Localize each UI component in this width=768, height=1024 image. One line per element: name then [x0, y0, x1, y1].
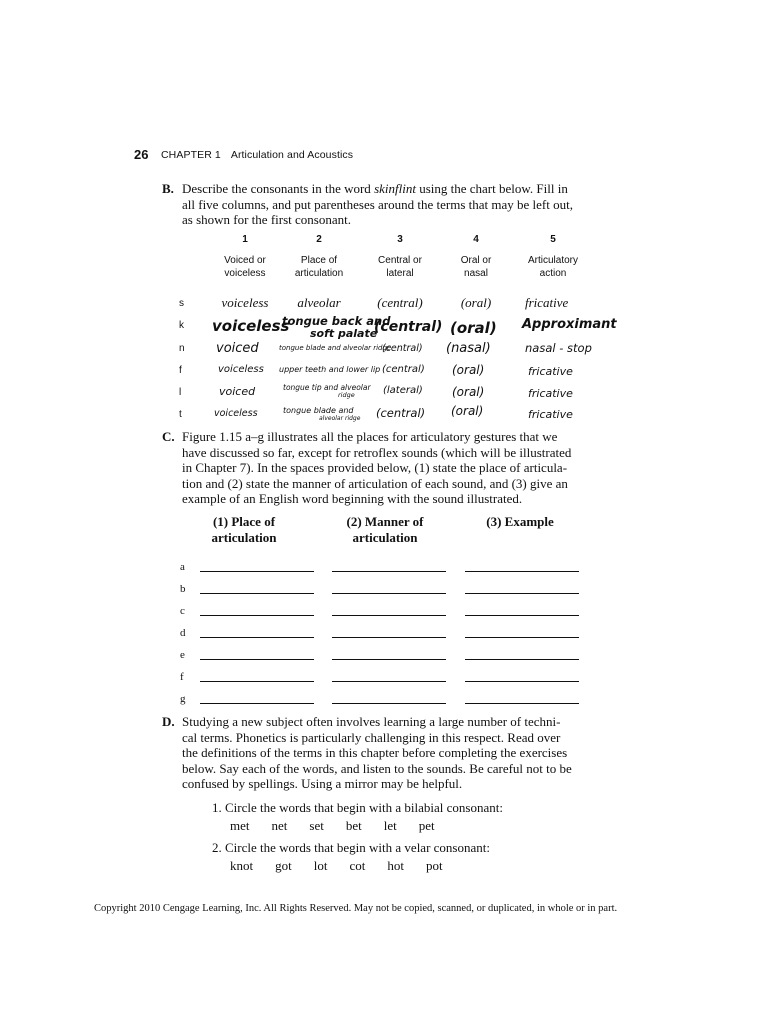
cell-t-oral: (oral) [451, 404, 484, 418]
column-number: 1 [242, 234, 248, 245]
row-label-l: l [179, 387, 182, 398]
cell-k-oral: (oral) [450, 319, 497, 337]
answer-blank-example[interactable] [465, 681, 579, 682]
exercise-item-2 [212, 840, 490, 874]
running-header [161, 149, 353, 161]
section-c-label: C. [162, 429, 175, 444]
word-list [212, 858, 490, 874]
section-d-instructions: D. Studying a new subject often involves learning a large number of techni- cal terms. Phonetics is particularly challenging in this respect. Read over the definitions of the terms in this chapter before completing the exercises below. Say each of the words, and listen to the sounds. Be careful not to be confused by spellings. Using a mirror may be helpful. [162, 714, 572, 792]
answer-blank-example[interactable] [465, 637, 579, 638]
answer-blank-place[interactable] [200, 659, 314, 660]
cell-t-action: fricative [528, 408, 573, 421]
cell-n-oral: (nasal) [446, 341, 491, 356]
cell-k-action: Approximant [522, 317, 617, 332]
word-option[interactable]: got [275, 858, 292, 873]
cell-t-place: tongue blade and alveolar ridge [283, 406, 361, 422]
column-heading-central-lateral: Central or lateral [378, 255, 422, 279]
word-option[interactable]: knot [230, 858, 254, 873]
chapter-title: Articulation and Acoustics [230, 149, 354, 161]
cell-s-central: (central) [377, 295, 423, 310]
cell-n-central: (central) [382, 343, 423, 354]
answer-blank-place[interactable] [200, 571, 314, 572]
word-option[interactable]: cot [349, 858, 366, 873]
word-option[interactable]: net [271, 818, 288, 833]
chapter-number: CHAPTER 1 [161, 149, 221, 161]
answer-blank-example[interactable] [465, 593, 579, 594]
answer-blank-place[interactable] [200, 593, 314, 594]
row-label-f: f [179, 365, 182, 376]
word-option[interactable]: lot [313, 858, 328, 873]
cell-n-place: tongue blade and alveolar ridge [279, 344, 392, 352]
cell-f-oral: (oral) [452, 363, 485, 377]
answer-blank-example[interactable] [465, 659, 579, 660]
row-label-s: s [179, 298, 184, 309]
page-number: 26 [134, 147, 149, 162]
answer-column-heading-manner: (2) Manner of articulation [346, 514, 424, 545]
column-number: 5 [550, 234, 556, 245]
answer-blank-manner[interactable] [332, 615, 446, 616]
answer-column-heading-place: (1) Place of articulation [211, 514, 277, 545]
cell-k-place: tongue back and soft palate [282, 314, 391, 340]
answer-blank-manner[interactable] [332, 681, 446, 682]
exercise-item-1 [212, 800, 503, 834]
section-b-instructions: B. Describe the consonants in the word skinflint using the chart below. Fill in all five columns, and put parentheses around the terms that may be left out, as shown for the first consonant. [162, 181, 573, 228]
cell-s-place: alveolar [297, 295, 341, 310]
cell-f-central: (central) [382, 364, 425, 375]
cell-s-oral: (oral) [460, 295, 492, 310]
target-word: skinflint [374, 181, 416, 196]
column-heading-place: Place of articulation [294, 255, 344, 279]
answer-blank-place[interactable] [200, 703, 314, 704]
answer-blank-manner[interactable] [332, 571, 446, 572]
answer-row-label: f [180, 671, 184, 683]
answer-blank-example[interactable] [465, 615, 579, 616]
exercise-prompt: 2. Circle the words that begin with a velar consonant: [212, 840, 490, 855]
row-label-t: t [179, 409, 182, 420]
answer-column-heading-example: (3) Example [486, 514, 554, 529]
word-option[interactable]: let [383, 818, 397, 833]
cell-f-voicing: voiceless [218, 364, 264, 375]
cell-k-voicing: voiceless [212, 317, 290, 335]
word-option[interactable]: met [230, 818, 250, 833]
word-option[interactable]: set [309, 818, 324, 833]
cell-l-place: tongue tip and alveolar ridge [283, 383, 371, 399]
column-number: 4 [473, 234, 479, 245]
cell-t-central: (central) [376, 406, 426, 420]
section-b-label: B. [162, 181, 174, 196]
answer-row-label: e [180, 649, 185, 661]
cell-f-place: upper teeth and lower lip [279, 365, 381, 374]
word-option[interactable]: bet [345, 818, 362, 833]
cell-k-central: (central) [374, 319, 443, 335]
column-heading-oral-nasal: Oral or nasal [460, 255, 492, 279]
column-number: 2 [316, 234, 322, 245]
cell-l-oral: (oral) [452, 385, 485, 399]
answer-row-label: b [180, 583, 186, 595]
cell-t-voicing: voiceless [214, 408, 258, 419]
answer-blank-place[interactable] [200, 681, 314, 682]
cell-s-voicing: voiceless [221, 295, 269, 310]
row-label-k: k [179, 320, 184, 331]
cell-n-voicing: voiced [216, 341, 259, 356]
answer-row-label: d [180, 627, 186, 639]
cell-n-action: nasal - stop [525, 341, 592, 355]
section-d-label: D. [162, 714, 175, 729]
cell-l-lateral: (lateral) [383, 385, 423, 396]
column-number: 3 [397, 234, 403, 245]
answer-blank-example[interactable] [465, 703, 579, 704]
column-heading-action: Articulatory action [527, 255, 578, 279]
cell-f-action: fricative [528, 365, 573, 378]
answer-blank-manner[interactable] [332, 637, 446, 638]
cell-s-action: fricative [525, 295, 569, 310]
answer-blank-manner[interactable] [332, 703, 446, 704]
answer-blank-place[interactable] [200, 637, 314, 638]
answer-row-label: g [180, 693, 186, 705]
answer-blank-manner[interactable] [332, 593, 446, 594]
word-option[interactable]: hot [387, 858, 404, 873]
word-list [212, 818, 503, 834]
section-c-instructions: C. Figure 1.15 a–g illustrates all the places for articulatory gestures that we have discussed so far, except for retroflex sounds (which will be illustrated in Chapter 7). In the spaces provided below, (1) state the place of articula- tion and (2) state the manner of articulation of each sound, and (3) give an example of an English word beginning with the sound illustrated. [162, 429, 572, 507]
cell-l-action: fricative [528, 387, 573, 400]
answer-blank-manner[interactable] [332, 659, 446, 660]
answer-row-label: c [180, 605, 185, 617]
word-option[interactable]: pot [426, 858, 443, 873]
answer-blank-place[interactable] [200, 615, 314, 616]
cell-l-voicing: voiced [219, 385, 256, 398]
exercise-prompt: 1. Circle the words that begin with a bilabial consonant: [212, 800, 503, 815]
row-label-n: n [179, 343, 185, 354]
answer-row-label: a [180, 561, 185, 573]
column-heading-voicing: Voiced or voiceless [224, 255, 266, 279]
answer-blank-example[interactable] [465, 571, 579, 572]
word-option[interactable]: pet [418, 818, 435, 833]
copyright-footer: Copyright 2010 Cengage Learning, Inc. All Rights Reserved. May not be copied, scanned, or duplicated, in whole or in part. [94, 903, 618, 914]
